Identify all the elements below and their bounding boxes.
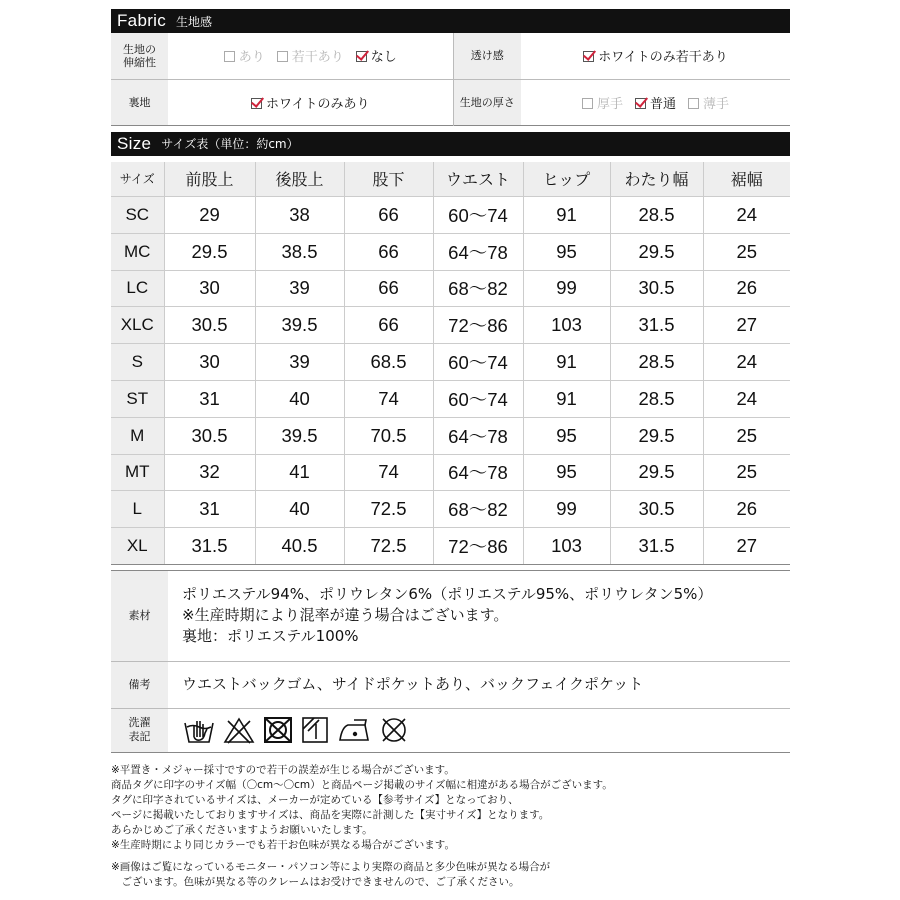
measurement-cell: 40 (255, 380, 344, 417)
table-row (111, 233, 790, 270)
stretch-options (168, 33, 453, 79)
measurement-cell: 72〜86 (433, 528, 523, 565)
washing-label: 洗濯 表記 (111, 708, 168, 752)
measurement-cell: 31.5 (164, 528, 255, 565)
no-dry-clean-icon (378, 715, 410, 745)
stretch-option-label: 若干あり (291, 50, 344, 66)
measurement-cell: 30.5 (610, 270, 703, 307)
thickness-option-label: 厚手 (596, 96, 623, 112)
measurement-cell: 41 (255, 454, 344, 491)
measurement-cell: 31 (164, 491, 255, 528)
measurement-cell: 29 (164, 197, 255, 234)
table-row (111, 528, 790, 565)
stretch-option-label: あり (238, 50, 265, 66)
size-label-cell: L (111, 491, 164, 528)
remarks-value: ウエストバックゴム、サイドポケットあり、バックフェイクポケット (168, 661, 790, 708)
measurement-cell: 39.5 (255, 307, 344, 344)
fabric-header-en: Fabric (117, 11, 167, 30)
sheer-value: ホワイトのみ若干あり (598, 50, 728, 66)
stretch-option (277, 46, 344, 65)
measurement-cell: 70.5 (344, 417, 433, 454)
thickness-label: 生地の厚さ (453, 79, 521, 125)
measurement-cell: 64〜78 (433, 233, 523, 270)
material-label: 素材 (111, 570, 168, 661)
checkbox-checked-icon (583, 51, 594, 62)
table-row (111, 197, 790, 234)
measurement-cell: 103 (523, 307, 610, 344)
measurement-cell: 25 (703, 233, 790, 270)
measurement-cell: 91 (523, 344, 610, 381)
note-line: ございます。色味が異なる等のクレームはお受けできませんので、ご了承ください。 (111, 876, 520, 888)
measurement-cell: 68.5 (344, 344, 433, 381)
measurement-cell: 39 (255, 344, 344, 381)
iron-low-icon (336, 715, 372, 745)
measurement-cell: 24 (703, 197, 790, 234)
column-header: ヒップ (523, 162, 610, 197)
measurement-cell: 39 (255, 270, 344, 307)
measurement-cell: 91 (523, 380, 610, 417)
checkbox-checked-icon (251, 98, 262, 109)
column-header: ウエスト (433, 162, 523, 197)
checkbox-empty-icon (688, 98, 699, 109)
measurement-cell: 28.5 (610, 344, 703, 381)
measurement-cell: 60〜74 (433, 197, 523, 234)
washing-icons (168, 708, 790, 752)
measurement-cell: 27 (703, 528, 790, 565)
stretch-label: 生地の 伸縮性 (111, 33, 168, 79)
stretch-option (356, 46, 397, 65)
note-line: 商品タグに印字のサイズ幅（〇cm〜〇cm）と商品ページ掲載のサイズ幅に相違がある場合がございます。 (111, 779, 613, 791)
measurement-cell: 24 (703, 344, 790, 381)
size-table (111, 162, 790, 565)
measurement-cell: 72〜86 (433, 307, 523, 344)
stretch-option (224, 46, 265, 65)
table-row (111, 491, 790, 528)
note-line: ※生産時期により同じカラーでも若干お色味が異なる場合がございます。 (111, 839, 455, 851)
size-label-cell: MT (111, 454, 164, 491)
column-header: 裾幅 (703, 162, 790, 197)
checkbox-empty-icon (224, 51, 235, 62)
size-chart (111, 9, 790, 753)
table-row (111, 417, 790, 454)
measurement-cell: 29.5 (610, 233, 703, 270)
measurement-cell: 60〜74 (433, 344, 523, 381)
note-line: あらかじめご了承くださいますようお願いいたします。 (111, 824, 373, 836)
material-line: ※生産時期により混率が違う場合はございます。 (182, 606, 509, 625)
measurement-cell: 25 (703, 417, 790, 454)
measurement-cell: 64〜78 (433, 417, 523, 454)
column-header: 股下 (344, 162, 433, 197)
measurement-cell: 60〜74 (433, 380, 523, 417)
measurement-cell: 95 (523, 417, 610, 454)
measurement-cell: 91 (523, 197, 610, 234)
measurement-cell: 30.5 (610, 491, 703, 528)
fabric-header-jp: 生地感 (176, 14, 213, 29)
thickness-options (521, 79, 790, 125)
size-label-cell: XLC (111, 307, 164, 344)
thickness-option-label: 薄手 (703, 96, 730, 112)
measurement-cell: 68〜82 (433, 491, 523, 528)
measurement-cell: 27 (703, 307, 790, 344)
note-line: ※画像はご覧になっているモニター・パソコン等により実際の商品と多少色味が異なる場合が (111, 861, 551, 873)
notes (111, 763, 811, 890)
measurement-cell: 74 (344, 380, 433, 417)
column-header: 後股上 (255, 162, 344, 197)
thickness-option (635, 93, 676, 112)
measurement-cell: 31.5 (610, 307, 703, 344)
checkbox-empty-icon (277, 51, 288, 62)
note-line: ページに掲載いたしておりますサイズは、商品を実際に計測した【実寸サイズ】となります。 (111, 809, 550, 821)
size-label-cell: MC (111, 233, 164, 270)
size-label-cell: ST (111, 380, 164, 417)
measurement-cell: 68〜82 (433, 270, 523, 307)
table-row (111, 307, 790, 344)
column-header: わたり幅 (610, 162, 703, 197)
measurement-cell: 31 (164, 380, 255, 417)
fabric-table (111, 33, 790, 126)
table-row (111, 454, 790, 491)
measurement-cell: 30 (164, 270, 255, 307)
measurement-cell: 103 (523, 528, 610, 565)
measurement-cell: 29.5 (610, 417, 703, 454)
size-table-header (111, 162, 790, 197)
measurement-cell: 30.5 (164, 307, 255, 344)
size-header-bar (111, 132, 790, 156)
measurement-cell: 39.5 (255, 417, 344, 454)
measurement-cell: 32 (164, 454, 255, 491)
sheer-label: 透け感 (453, 33, 521, 79)
measurement-cell: 72.5 (344, 491, 433, 528)
size-label-cell: S (111, 344, 164, 381)
material-line: ポリエステル94%、ポリウレタン6%（ポリエステル95%、ポリウレタン5%） (182, 585, 713, 604)
table-row (111, 380, 790, 417)
info-table (111, 570, 790, 753)
size-label-cell: LC (111, 270, 164, 307)
lining-options (168, 79, 453, 125)
size-header-jp: サイズ表（単位：約cm） (161, 137, 299, 151)
sheer-options (521, 33, 790, 79)
note-line: タグに印字されているサイズは、メーカーが定めている【参考サイズ】となっており、 (111, 794, 519, 806)
size-label-cell: SC (111, 197, 164, 234)
measurement-cell: 30.5 (164, 417, 255, 454)
measurement-cell: 26 (703, 270, 790, 307)
lining-label: 裏地 (111, 79, 168, 125)
checkbox-checked-icon (635, 98, 646, 109)
measurement-cell: 30 (164, 344, 255, 381)
measurement-cell: 66 (344, 197, 433, 234)
measurement-cell: 31.5 (610, 528, 703, 565)
line-dry-shade-icon (300, 715, 330, 745)
measurement-cell: 29.5 (164, 233, 255, 270)
measurement-cell: 66 (344, 270, 433, 307)
material-line: 裏地：ポリエステル100% (182, 627, 359, 646)
measurement-cell: 38 (255, 197, 344, 234)
thickness-option (582, 93, 623, 112)
measurement-cell: 64〜78 (433, 454, 523, 491)
measurement-cell: 26 (703, 491, 790, 528)
measurement-cell: 28.5 (610, 197, 703, 234)
fabric-header-bar (111, 9, 790, 33)
measurement-cell: 66 (344, 233, 433, 270)
column-header: サイズ (111, 162, 164, 197)
checkbox-empty-icon (582, 98, 593, 109)
measurement-cell: 25 (703, 454, 790, 491)
table-row (111, 344, 790, 381)
column-header: 前股上 (164, 162, 255, 197)
material-value (168, 570, 790, 661)
note-line: ※平置き・メジャー採寸ですので若干の誤差が生じる場合がございます。 (111, 764, 455, 776)
measurement-cell: 99 (523, 491, 610, 528)
size-header-en: Size (117, 133, 152, 153)
size-label-cell: M (111, 417, 164, 454)
measurement-cell: 99 (523, 270, 610, 307)
checkbox-checked-icon (356, 51, 367, 62)
measurement-cell: 95 (523, 454, 610, 491)
lining-value: ホワイトのみあり (265, 96, 370, 112)
size-label-cell: XL (111, 528, 164, 565)
no-tumble-dry-icon (262, 715, 294, 745)
table-row (111, 270, 790, 307)
remarks-label: 備考 (111, 661, 168, 708)
measurement-cell: 24 (703, 380, 790, 417)
measurement-cell: 38.5 (255, 233, 344, 270)
measurement-cell: 40 (255, 491, 344, 528)
stretch-option-label: なし (370, 50, 397, 66)
measurement-cell: 29.5 (610, 454, 703, 491)
no-bleach-icon (222, 715, 256, 745)
measurement-cell: 28.5 (610, 380, 703, 417)
hand-wash-icon (182, 715, 216, 745)
measurement-cell: 66 (344, 307, 433, 344)
measurement-cell: 74 (344, 454, 433, 491)
measurement-cell: 40.5 (255, 528, 344, 565)
measurement-cell: 95 (523, 233, 610, 270)
measurement-cell: 72.5 (344, 528, 433, 565)
thickness-option (688, 93, 729, 112)
thickness-option-label: 普通 (649, 96, 676, 112)
